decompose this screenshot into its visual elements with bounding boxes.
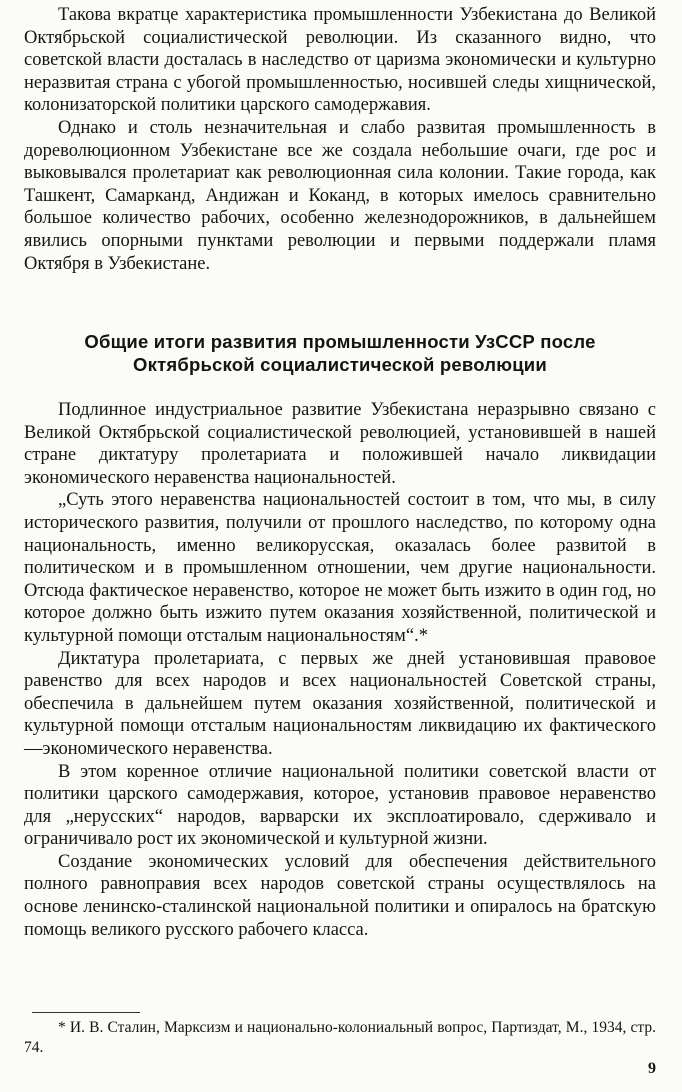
page-number: 9 [648,1060,656,1077]
paragraph: Такова вкратце характеристика промышленности Узбекистана до Великой Октябрьской социалистической революции. Из сказанного видно, что советской власти досталась в наследство от царизма экономически и культурно неразвитая страна с убогой промышленностью, носившей следы хищнической, колонизаторской политики царского самодержавия. [24,5,656,116]
paragraph: Создание экономических условий для обеспечения действительного полного равноправия всех народов советской страны осуществлялось на основе ленинско-сталинской национальной политики и опиралось на братскую помощь великого русского рабочего класса. [24,851,656,940]
section-heading [24,330,656,376]
paragraph: В этом коренное отличие национальной политики советской власти от политики царского самодержавия, которое, установив правовое неравенство для „нерусских“ народов, варварски их эксплоатировало, сдерживало и ограничивало рост их экономической и культурной жизни. [24,761,656,850]
footnote-divider [32,1012,140,1013]
quote-paragraph: „Суть этого неравенства национальностей состоит в том, что мы, в силу исторического развития, получили от прошлого наследство, по которому одна национальность, именно великорусская, оказалась более развитой в политическом и в промышленном отношении, чем другие национальности. Отсюда фактическое неравенство, которое не может быть изжито в один год, но которое должно быть изжито путем оказания хозяйственной, политической и культурной помощи отсталым национальностям“.* [24,490,656,646]
paragraph: Диктатура пролетариата, с первых же дней установившая правовое равенство для всех народов и всех национальностей Советской страны, обеспечила в дальнейшем путем оказания хозяйственной, политической и культурной помощи отсталым национальностям ликвидацию их фактического—экономического неравенства. [24,648,656,759]
intro-text [24,4,656,275]
footnote: * И. В. Сталин, Марксизм и национально-колониальный вопрос, Партиздат, М., 1934, стр. 74. [24,1019,656,1056]
paragraph: Подлинное индустриальное развитие Узбекистана неразрывно связано с Великой Октябрьской социалистической революцией, установившей в нашей стране диктатуру пролетариата и положившей начало ликвидации экономического неравенства национальностей. [24,400,656,488]
section-heading-line-2: Октябрьской социалистической революции [133,354,547,375]
section-text [24,399,656,941]
paragraph: Однако и столь незначительная и слабо развитая промышленность в дореволюционном Узбекистане все же создала небольшие очаги, где рос и выковывался пролетариат как революционная сила колонии. Такие города, как Ташкент, Самарканд, Андижан и Коканд, в которых имелось сравнительно большое количество рабочих, особенно железнодорожников, в дальнейшем явились опорными пунктами революции и первыми поддержали пламя Октября в Узбекистане. [24,117,656,274]
section-heading-line-1: Общие итоги развития промышленности УзССР после [84,331,596,352]
